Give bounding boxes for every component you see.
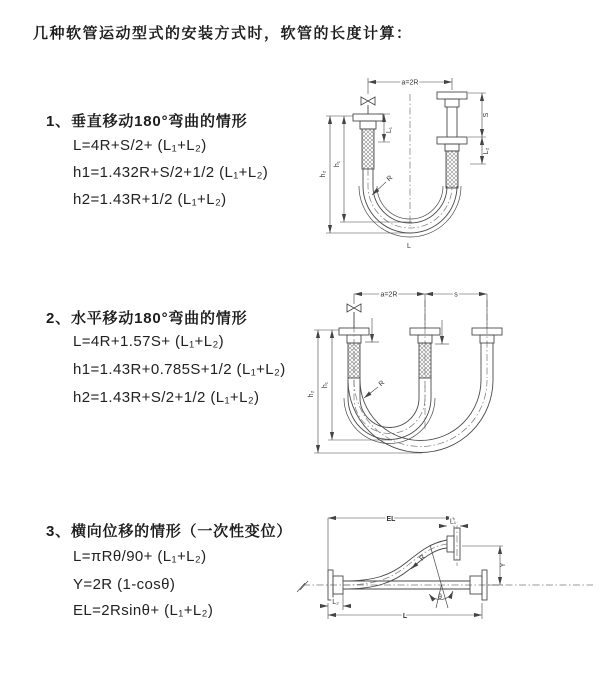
angle-construction (429, 545, 453, 608)
section-1-heading: 1、垂直移动180°弯曲的情形 (46, 113, 248, 130)
braided-hose (419, 343, 431, 378)
section-3-heading: 3、横向位移的情形（一次性变位） (46, 523, 293, 540)
dim-label-l1: L₁ (386, 126, 393, 134)
radius-leader (364, 380, 386, 398)
dimension-l1 (440, 519, 467, 527)
dimension-l2 (320, 594, 351, 610)
break-mark (297, 581, 308, 592)
section-2-formula-l: L=4R+1.57S+ (L₁+L₂) (73, 333, 225, 350)
fitting-dimension (365, 318, 449, 344)
dimension-s (425, 292, 487, 299)
section-1-formula-l: L=4R+S/2+ (L₁+L₂) (73, 137, 207, 154)
dimension-y (462, 546, 507, 585)
section-2-formula-h1: h1=1.43R+0.785S+1/2 (L₁+L₂) (73, 361, 286, 378)
flange (447, 528, 460, 560)
braided-hose (348, 343, 360, 378)
dim-label-l1: L₁ (449, 518, 457, 526)
section-3-formula-el: EL=2Rsinθ+ (L₁+L₂) (73, 602, 214, 619)
radius-label: R (377, 379, 387, 389)
flange (353, 114, 383, 129)
hose-displaced-position (343, 540, 447, 589)
dimension-l (328, 603, 482, 620)
dim-label-y: Y (500, 562, 507, 568)
section-1-formula-h1: h1=1.432R+S/2+1/2 (L₁+L₂) (73, 164, 269, 181)
dim-label-h1: h₁ (322, 381, 329, 389)
radius-label: R (418, 553, 428, 563)
dim-label-l2: L₂ (332, 599, 339, 606)
section-1-formula-h2: h2=1.43R+1/2 (L₁+L₂) (73, 191, 227, 208)
dim-label-a2r: a=2R (401, 79, 419, 87)
dimension-a2r (354, 292, 487, 329)
dim-label-a2r: a=2R (380, 291, 398, 299)
dim-label-h2: h₂ (320, 170, 327, 178)
section-2-heading: 2、水平移动180°弯曲的情形 (46, 310, 248, 327)
dim-label-el: EL (386, 516, 396, 523)
dim-label-h1: h₁ (334, 160, 341, 168)
diagram-lateral-displacement (295, 496, 600, 641)
page-title: 几种软管运动型式的安装方式时，软管的长度计算： (33, 25, 413, 42)
dimension-l2 (482, 137, 490, 164)
section-2-formula-h2: h2=1.43R+S/2+1/2 (L₁+L₂) (73, 389, 260, 406)
radius-leader (372, 175, 394, 195)
dimension-l1 (378, 114, 393, 142)
diagram-horizontal-180-bend (302, 280, 562, 470)
length-label: L (407, 243, 411, 250)
diagram-vertical-180-bend (300, 64, 600, 264)
section-3-formula-y: Y=2R (1-cosθ) (73, 576, 176, 593)
hose-u-bend-position1 (344, 378, 435, 444)
section-3-formula-l: L=πRθ/90+ (L₁+L₂) (73, 548, 207, 565)
dimension-h2 (308, 330, 422, 453)
radius-leader (411, 554, 427, 569)
dim-label-l: L (402, 613, 408, 620)
flange (437, 92, 467, 151)
radius-label: R (385, 174, 395, 184)
angle-label: θ (438, 594, 442, 601)
dim-label-l2: L₂ (483, 147, 490, 155)
valve-icon (361, 97, 375, 114)
valve-icon (347, 304, 361, 328)
dim-label-s: s (454, 291, 458, 299)
dim-label-h2: h₂ (308, 390, 315, 398)
braided-hose (446, 151, 458, 188)
dim-label-s: S (483, 112, 490, 118)
braided-hose (362, 129, 374, 169)
